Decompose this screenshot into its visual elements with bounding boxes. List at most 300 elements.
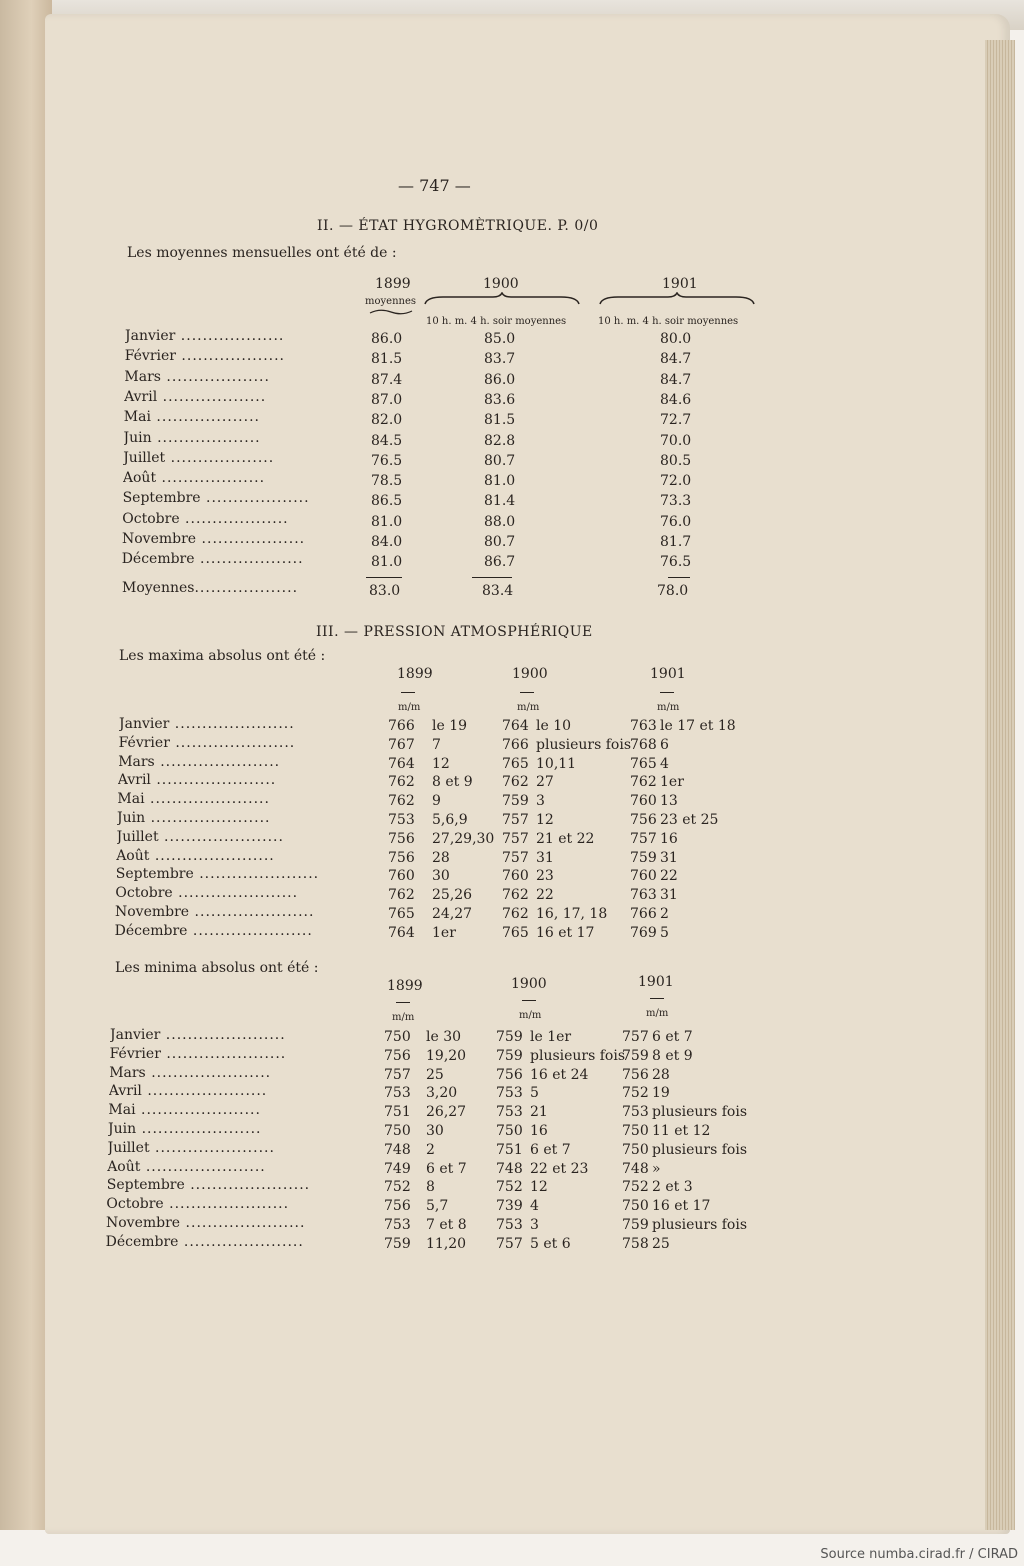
pressure-1901: 760 xyxy=(630,793,657,810)
month-label xyxy=(116,866,346,882)
day-1900: 22 xyxy=(536,887,554,904)
day-1901: 31 xyxy=(660,849,678,866)
value-1900: 86.0 xyxy=(484,371,516,388)
leader-dots: ...................... xyxy=(145,1064,272,1081)
month-label xyxy=(117,829,347,845)
day-1901: 13 xyxy=(660,793,678,810)
month-label xyxy=(115,904,345,920)
day-1899: 8 et 9 xyxy=(432,774,473,791)
value-1901: 72.7 xyxy=(660,412,692,429)
month-label xyxy=(117,810,347,826)
leader-dots: ................... xyxy=(150,409,260,426)
month-label xyxy=(106,1196,336,1212)
pressure-1899: 759 xyxy=(384,1235,411,1252)
day-1899: 5,7 xyxy=(426,1198,449,1215)
value-1900: 83.6 xyxy=(484,391,516,408)
month-name: Septembre xyxy=(122,490,201,507)
min-dash-1901 xyxy=(650,998,664,999)
pressure-1900: 752 xyxy=(496,1179,523,1196)
month-name: Mars xyxy=(124,368,161,385)
section-ii-title: II. — ÉTAT HYGROMÈTRIQUE. P. 0/0 xyxy=(317,218,599,234)
month-name: Juillet xyxy=(107,1139,150,1156)
max-unit-1901: m/m xyxy=(657,702,680,713)
day-1899: 27,29,30 xyxy=(432,830,495,847)
pressure-1899: 752 xyxy=(384,1179,411,1196)
month-label xyxy=(107,1177,337,1193)
day-1899: 25,26 xyxy=(432,887,473,904)
month-label xyxy=(122,511,342,527)
brace-1901 xyxy=(598,292,756,308)
day-1901: 16 xyxy=(660,830,678,847)
day-1900: le 10 xyxy=(536,718,572,734)
month-label xyxy=(122,551,342,567)
month-name: Janvier xyxy=(125,328,176,344)
day-1901: 6 et 7 xyxy=(652,1029,693,1045)
day-1901: plusieurs fois xyxy=(652,1217,748,1233)
pressure-1899: 757 xyxy=(384,1066,411,1083)
pressure-1899: 760 xyxy=(388,868,415,885)
month-label xyxy=(110,1046,340,1062)
pressure-1900: 750 xyxy=(496,1123,523,1139)
min-dash-1899 xyxy=(396,1002,410,1003)
pressure-1901: 750 xyxy=(622,1198,649,1215)
pressure-1900: 757 xyxy=(496,1235,523,1252)
value-1900: 80.7 xyxy=(484,452,516,469)
pressure-1899: 765 xyxy=(388,906,415,922)
day-1899: 30 xyxy=(432,868,450,885)
value-1901: 84.7 xyxy=(660,351,692,368)
pressure-1900: 757 xyxy=(502,812,529,828)
leader-dots: ...................... xyxy=(163,1196,290,1213)
day-1900: le 1er xyxy=(530,1029,572,1045)
day-1901: 4 xyxy=(660,755,669,772)
month-label xyxy=(122,531,342,547)
pressure-1900: 764 xyxy=(502,718,529,734)
month-name: Juillet xyxy=(123,449,166,466)
day-1900: 21 xyxy=(530,1104,548,1121)
day-1899: 1er xyxy=(432,924,456,941)
ii-year-1900-sub: 10 h. m. 4 h. soir moyennes xyxy=(426,316,567,327)
value-1900: 85.0 xyxy=(484,331,516,347)
month-name: Octobre xyxy=(115,885,173,902)
value-1899: 84.0 xyxy=(371,534,403,550)
month-name: Mars xyxy=(109,1064,146,1081)
mean-1899: 83.0 xyxy=(369,583,401,599)
leader-dots: ...................... xyxy=(145,810,271,826)
month-name: Juin xyxy=(123,429,152,446)
day-1901: plusieurs fois xyxy=(652,1104,748,1121)
month-label xyxy=(115,923,345,939)
pressure-1900: 762 xyxy=(502,906,529,922)
pressure-1901: 769 xyxy=(630,924,657,941)
month-name: Février xyxy=(124,348,176,365)
value-1900: 81.5 xyxy=(484,412,516,429)
pressure-1901: 753 xyxy=(622,1104,649,1121)
mean-label: Moyennes................... xyxy=(122,580,299,596)
pressure-1899: 762 xyxy=(388,774,415,791)
leader-dots: ................... xyxy=(194,551,304,568)
month-name: Janvier xyxy=(119,716,170,732)
month-label xyxy=(116,848,346,864)
value-1899: 78.5 xyxy=(371,473,403,490)
month-label xyxy=(108,1121,338,1137)
value-1901: 81.7 xyxy=(660,534,692,550)
day-1901: 16 et 17 xyxy=(652,1198,711,1215)
month-label xyxy=(109,1065,339,1081)
min-unit-1901: m/m xyxy=(646,1008,669,1019)
month-name: Janvier xyxy=(110,1027,161,1043)
min-unit-1900: m/m xyxy=(519,1010,542,1021)
day-1900: 5 xyxy=(530,1085,539,1102)
day-1899: 24,27 xyxy=(432,906,473,922)
month-label xyxy=(108,1102,338,1118)
leader-dots: ...................... xyxy=(184,1177,311,1194)
day-1900: 22 et 23 xyxy=(530,1160,589,1177)
day-1901: 19 xyxy=(652,1085,670,1102)
leader-dots: ................... xyxy=(175,348,285,365)
day-1901: 25 xyxy=(652,1235,670,1252)
month-name: Mai xyxy=(117,791,145,808)
ii-year-1901-sub: 10 h. m. 4 h. soir moyennes xyxy=(598,316,739,327)
value-1900: 83.7 xyxy=(484,351,516,368)
month-name: Février xyxy=(118,734,170,751)
value-1899: 86.0 xyxy=(371,331,403,347)
pressure-1901: 748 xyxy=(622,1160,649,1177)
pressure-1900: 760 xyxy=(502,868,529,885)
day-1900: 5 et 6 xyxy=(530,1235,571,1252)
day-1901: 2 et 3 xyxy=(652,1179,693,1196)
month-label xyxy=(118,772,348,788)
month-label xyxy=(108,1140,338,1156)
pressure-1900: 748 xyxy=(496,1160,523,1177)
mean-1901: 78.0 xyxy=(657,583,689,599)
month-name: Août xyxy=(122,470,157,487)
pressure-1901: 756 xyxy=(622,1066,649,1083)
day-1900: 31 xyxy=(536,849,554,866)
leader-dots: ...................... xyxy=(169,716,295,732)
leader-dots: ...................... xyxy=(144,791,270,808)
max-unit-1899: m/m xyxy=(398,702,421,713)
value-1901: 73.3 xyxy=(660,493,692,510)
leader-dots: ...................... xyxy=(160,1027,286,1043)
day-1900: 16 et 17 xyxy=(536,924,595,941)
day-1901: plusieurs fois xyxy=(652,1141,748,1158)
pressure-1900: 753 xyxy=(496,1104,523,1121)
value-1899: 81.0 xyxy=(371,554,403,571)
month-name: Décembre xyxy=(121,551,195,568)
value-1899: 81.5 xyxy=(371,351,403,368)
leader-dots: ...................... xyxy=(141,1083,268,1100)
month-name: Novembre xyxy=(115,904,190,920)
month-label xyxy=(124,409,344,425)
month-label xyxy=(115,885,345,901)
pressure-1901: 757 xyxy=(622,1029,649,1045)
pressure-1901: 762 xyxy=(630,774,657,791)
day-1901: 8 et 9 xyxy=(652,1047,693,1064)
value-1901: 70.0 xyxy=(660,432,692,449)
pressure-1899: 751 xyxy=(384,1104,411,1121)
day-1899: 9 xyxy=(432,793,441,810)
min-year-1900: 1900 xyxy=(511,976,547,992)
pressure-1901: 759 xyxy=(622,1217,649,1233)
leader-dots: ................... xyxy=(165,449,275,466)
day-1899: 19,20 xyxy=(426,1047,467,1064)
pressure-1899: 764 xyxy=(388,755,415,772)
month-label xyxy=(119,735,349,751)
min-year-1901: 1901 xyxy=(638,974,674,990)
month-name: Juin xyxy=(117,810,146,826)
day-1899: le 19 xyxy=(432,718,468,734)
month-name: Novembre xyxy=(106,1215,181,1231)
month-name: Octobre xyxy=(122,510,180,527)
value-1901: 76.5 xyxy=(660,554,692,571)
pressure-1899: 753 xyxy=(384,1085,411,1102)
day-1899: 8 xyxy=(426,1179,435,1196)
month-label xyxy=(124,430,344,446)
max-dash-1899 xyxy=(401,692,415,693)
month-label xyxy=(109,1083,339,1099)
day-1899: 25 xyxy=(426,1066,444,1083)
pressure-1901: 765 xyxy=(630,755,657,772)
month-name: Août xyxy=(116,847,150,864)
leader-dots: ...................... xyxy=(172,885,299,902)
max-dash-1901 xyxy=(660,692,674,693)
value-1899: 76.5 xyxy=(371,452,403,469)
tilde-1899 xyxy=(368,308,414,316)
month-label xyxy=(106,1234,336,1250)
month-name: Août xyxy=(107,1158,141,1175)
month-name: Septembre xyxy=(106,1177,185,1194)
day-1901: le 17 et 18 xyxy=(660,718,736,734)
day-1900: 16 xyxy=(530,1123,548,1139)
day-1901: 2 xyxy=(660,906,669,922)
leader-dots: ...................... xyxy=(149,847,275,864)
pressure-1900: 759 xyxy=(496,1029,523,1045)
mean-1900: 83.4 xyxy=(482,583,514,599)
ii-year-1899: 1899 xyxy=(375,276,411,292)
value-1900: 80.7 xyxy=(484,534,516,550)
min-year-1899: 1899 xyxy=(387,978,423,994)
leader-dots: ...................... xyxy=(150,772,277,789)
value-1900: 82.8 xyxy=(484,432,516,449)
value-1901: 84.7 xyxy=(660,371,692,388)
month-label xyxy=(118,754,348,770)
day-1899: 26,27 xyxy=(426,1104,467,1121)
value-1899: 86.5 xyxy=(371,493,403,510)
pressure-1899: 756 xyxy=(384,1198,411,1215)
pressure-1900: 756 xyxy=(496,1066,523,1083)
value-1899: 82.0 xyxy=(371,412,403,429)
section-ii-intro: Les moyennes mensuelles ont été de : xyxy=(127,245,397,261)
page-stack-edge xyxy=(985,40,1015,1530)
pressure-1900: 765 xyxy=(502,755,529,772)
ii-year-1900: 1900 xyxy=(483,276,519,292)
value-1901: 76.0 xyxy=(660,513,692,530)
leader-dots: ...................... xyxy=(149,1139,275,1156)
pressure-1900: 759 xyxy=(496,1047,523,1064)
month-label xyxy=(123,470,343,486)
leader-dots: ...................... xyxy=(180,1215,306,1231)
maxima-intro: Les maxima absolus ont été : xyxy=(119,648,326,664)
pressure-1899: 756 xyxy=(384,1047,411,1064)
day-1899: 3,20 xyxy=(426,1085,458,1102)
leader-dots: ................... xyxy=(175,328,285,344)
day-1899: 6 et 7 xyxy=(426,1160,467,1177)
pressure-1901: 756 xyxy=(630,812,657,828)
pressure-1901: 750 xyxy=(622,1123,649,1139)
source-credit: Source numba.cirad.fr / CIRAD xyxy=(820,1547,1018,1562)
value-1899: 87.0 xyxy=(371,391,403,408)
day-1901: 31 xyxy=(660,887,678,904)
value-1899: 87.4 xyxy=(371,371,403,388)
pressure-1901: 758 xyxy=(622,1235,649,1252)
pressure-1899: 750 xyxy=(384,1123,411,1139)
month-name: Mai xyxy=(123,409,151,426)
pressure-1900: 753 xyxy=(496,1085,523,1102)
leader-dots: ...................... xyxy=(154,753,281,770)
max-year-1900: 1900 xyxy=(512,666,548,682)
pressure-1901: 752 xyxy=(622,1179,649,1196)
max-year-1899: 1899 xyxy=(397,666,433,682)
day-1900: 21 et 22 xyxy=(536,830,595,847)
pressure-1900: 739 xyxy=(496,1198,523,1215)
day-1900: 23 xyxy=(536,868,554,885)
day-1899: le 30 xyxy=(426,1029,462,1045)
month-label xyxy=(119,716,349,732)
value-1899: 81.0 xyxy=(371,513,403,530)
pressure-1900: 757 xyxy=(502,849,529,866)
rule-mean-1899 xyxy=(366,577,402,578)
leader-dots: ...................... xyxy=(160,1045,287,1062)
day-1900: 6 et 7 xyxy=(530,1141,571,1158)
month-label xyxy=(117,791,347,807)
day-1900: 12 xyxy=(536,812,554,828)
day-1901: 5 xyxy=(660,924,669,941)
leader-dots: ................... xyxy=(196,531,306,547)
day-1899: 7 et 8 xyxy=(426,1217,467,1233)
value-1901: 84.6 xyxy=(660,391,692,408)
day-1900: 10,11 xyxy=(536,755,577,772)
pressure-1900: 757 xyxy=(502,830,529,847)
month-name: Décembre xyxy=(105,1233,179,1250)
pressure-1899: 748 xyxy=(384,1141,411,1158)
month-name: Avril xyxy=(108,1083,142,1100)
brace-1900 xyxy=(423,292,581,308)
leader-dots: ...................... xyxy=(178,1233,304,1250)
month-name: Février xyxy=(109,1045,161,1062)
leader-dots: ...................... xyxy=(189,904,315,920)
leader-dots: ................... xyxy=(151,429,261,446)
month-label xyxy=(107,1159,337,1175)
day-1900: 4 xyxy=(530,1198,539,1215)
day-1901: 6 xyxy=(660,736,669,753)
value-1901: 80.0 xyxy=(660,331,692,347)
pressure-1900: 762 xyxy=(502,887,529,904)
month-name: Avril xyxy=(117,772,151,789)
pressure-1899: 753 xyxy=(384,1217,411,1233)
ii-year-1899-sub: moyennes xyxy=(365,296,417,307)
value-1899: 84.5 xyxy=(371,432,403,449)
leader-dots: ................... xyxy=(160,368,270,385)
day-1901: » xyxy=(652,1160,661,1177)
pressure-1899: 764 xyxy=(388,924,415,941)
month-name: Juin xyxy=(108,1121,137,1137)
pressure-1899: 767 xyxy=(388,736,415,753)
pressure-1900: 762 xyxy=(502,774,529,791)
day-1899: 5,6,9 xyxy=(432,812,468,828)
day-1901: 1er xyxy=(660,774,684,791)
max-unit-1900: m/m xyxy=(517,702,540,713)
minima-intro: Les minima absolus ont été : xyxy=(115,960,319,976)
value-1900: 86.7 xyxy=(484,554,516,571)
leader-dots: ...................... xyxy=(140,1158,266,1175)
section-iii-title: III. — PRESSION ATMOSPHÉRIQUE xyxy=(316,624,593,640)
max-year-1901: 1901 xyxy=(650,666,686,682)
pressure-1901: 763 xyxy=(630,718,657,734)
pressure-1899: 753 xyxy=(388,812,415,828)
month-name: Novembre xyxy=(122,531,197,547)
pressure-1900: 751 xyxy=(496,1141,523,1158)
day-1900: plusieurs fois xyxy=(536,736,632,753)
leader-dots: ...................... xyxy=(187,922,313,939)
day-1901: 28 xyxy=(652,1066,670,1083)
page-number: — 747 — xyxy=(398,176,471,195)
leader-dots: ................... xyxy=(200,490,310,507)
month-label xyxy=(125,328,345,344)
month-label xyxy=(123,450,343,466)
day-1901: 11 et 12 xyxy=(652,1123,711,1139)
leader-dots: ...................... xyxy=(158,828,284,845)
day-1899: 28 xyxy=(432,849,450,866)
month-name: Décembre xyxy=(114,922,188,939)
value-1901: 72.0 xyxy=(660,473,692,490)
pressure-1899: 756 xyxy=(388,849,415,866)
month-name: Septembre xyxy=(115,866,194,883)
day-1899: 12 xyxy=(432,755,450,772)
month-label xyxy=(124,389,344,405)
month-label xyxy=(125,348,345,364)
day-1900: plusieurs fois xyxy=(530,1047,626,1064)
pressure-1900: 753 xyxy=(496,1217,523,1233)
value-1900: 88.0 xyxy=(484,513,516,530)
pressure-1901: 752 xyxy=(622,1085,649,1102)
leader-dots: ................... xyxy=(156,470,266,487)
rule-mean-1900 xyxy=(472,577,512,578)
leader-dots: ................... xyxy=(157,388,267,405)
value-1901: 80.5 xyxy=(660,452,692,469)
pressure-1901: 759 xyxy=(622,1047,649,1064)
value-1900: 81.0 xyxy=(484,473,516,490)
max-dash-1900 xyxy=(520,692,534,693)
pressure-1900: 759 xyxy=(502,793,529,810)
pressure-1899: 750 xyxy=(384,1029,411,1045)
pressure-1899: 756 xyxy=(388,830,415,847)
day-1899: 2 xyxy=(426,1141,435,1158)
day-1900: 3 xyxy=(536,793,545,810)
pressure-1901: 768 xyxy=(630,736,657,753)
pressure-1901: 766 xyxy=(630,906,657,922)
month-label xyxy=(123,490,343,506)
day-1900: 12 xyxy=(530,1179,548,1196)
pressure-1900: 766 xyxy=(502,736,529,753)
pressure-1901: 763 xyxy=(630,887,657,904)
day-1900: 16 et 24 xyxy=(530,1066,589,1083)
day-1900: 16, 17, 18 xyxy=(536,906,608,922)
pressure-1899: 762 xyxy=(388,887,415,904)
pressure-1901: 760 xyxy=(630,868,657,885)
month-label xyxy=(124,369,344,385)
leader-dots: ...................... xyxy=(169,734,296,751)
